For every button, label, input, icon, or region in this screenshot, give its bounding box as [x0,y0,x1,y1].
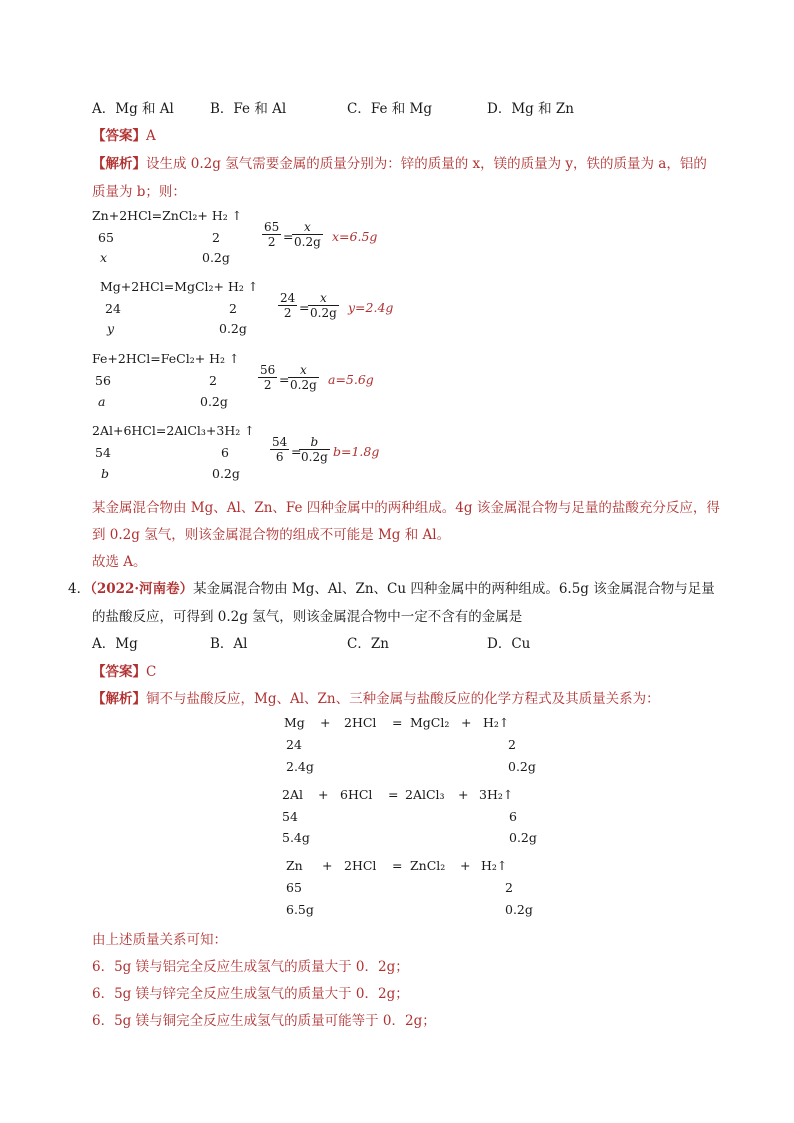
q3-answer [92,124,156,144]
fe-ratio-right-den: 0.2g [290,378,317,392]
q4-zn-p2: H₂↑ [481,858,508,873]
q4-zn-v1: 6.5g [286,902,314,917]
zn-ratio-left-num: 65 [264,220,280,234]
mg-ratio-right-den: 0.2g [310,306,337,320]
fe-equation: Fe+2HCl=FeCl₂+ H₂ ↑ [92,351,240,366]
q3-analysis-line2: 质量为 b；则： [92,184,186,200]
q3-choose: 故选 A。 [92,554,147,570]
q4-mg-v2: 0.2g [508,759,536,774]
q4-al-v2: 0.2g [509,830,537,845]
q4-option-b: B．Al [210,636,248,652]
fe-ratio-left [258,363,277,392]
zn-ratio-right-num: x [303,220,311,234]
al-var-h2: 0.2g [212,466,240,481]
zn-mass-h2: 2 [212,230,220,245]
q4-zn-plus2: + [460,858,471,873]
q4-zn-p1: ZnCl₂ [410,858,446,873]
q4-mg-p2: H₂↑ [483,715,510,730]
q4-zn-r2: 2HCl [344,858,377,873]
al-ratio-right-num: b [310,435,319,449]
q4-option-c: C．Zn [347,636,389,652]
al-ratio-left-num: 54 [272,435,288,449]
q4-al-plus2: + [458,787,469,802]
mg-mass-metal: 24 [105,301,121,316]
fe-var-metal: a [98,394,106,409]
al-ratio-left-den: 6 [270,449,289,464]
mg-eq-sign: = [299,300,310,315]
q3-option-c: C．Fe 和 Mg [347,101,432,117]
q4-tail-intro: 由上述质量关系可知： [92,932,227,948]
q4-analysis-label: 【解析】 [92,691,146,707]
fe-eq-sign: = [279,372,290,387]
fe-mass-h2: 2 [209,373,217,388]
fe-ratio-right [288,363,319,392]
q4-tail-line3: 6．5g 镁与铜完全反应生成氢气的质量可能等于 0．2g； [92,1013,436,1029]
q4-stem-line1 [68,577,715,597]
zn-ratio-right [292,220,323,249]
q4-answer [92,660,156,680]
q4-zn-m1: 65 [286,880,302,895]
q4-number: 4． [68,581,91,597]
q4-tail-line2: 6．5g 镁与锌完全反应生成氢气的质量大于 0．2g； [92,986,409,1002]
q4-al-r1: 2Al [282,787,303,802]
q4-analysis [92,687,660,707]
al-mass-h2: 6 [221,445,229,460]
zn-eq-sign: = [283,229,294,244]
q4-option-d: D．Cu [487,636,531,652]
q4-al-eq: = [388,787,399,802]
q4-al-plus1: + [318,787,329,802]
answer-label: 【答案】 [92,128,146,144]
al-ratio-left [270,435,289,464]
q4-al-m1: 54 [282,809,298,824]
q4-answer-label: 【答案】 [92,664,146,680]
q4-mg-plus2: + [461,715,472,730]
q4-mg-p1: MgCl₂ [410,715,450,730]
q4-mg-r2: 2HCl [344,715,377,730]
q4-analysis-text: 铜不与盐酸反应，Mg、Al、Zn、三种金属与盐酸反应的化学方程式及其质量关系为： [146,691,660,707]
fe-var-h2: 0.2g [200,394,228,409]
q4-option-a: A．Mg [92,636,138,652]
q4-mg-eq: = [392,715,403,730]
mg-mass-h2: 2 [229,301,237,316]
q4-zn-v2: 0.2g [505,902,533,917]
q4-mg-r1: Mg [284,715,305,730]
zn-ratio-left-den: 2 [262,234,281,249]
q4-al-p2: 3H₂↑ [479,787,514,802]
zn-equation: Zn+2HCl=ZnCl₂+ H₂ ↑ [92,208,243,223]
fe-ratio-left-num: 56 [260,363,276,377]
mg-ratio-left [278,291,297,320]
q4-zn-m2: 2 [505,880,513,895]
q4-zn-eq: = [392,858,403,873]
q4-mg-m1: 24 [286,737,302,752]
zn-var-h2: 0.2g [202,250,230,265]
mg-ratio-left-den: 2 [278,305,297,320]
q3-analysis-line1 [92,152,707,172]
q4-answer-value: C [146,664,157,680]
al-mass-metal: 54 [95,445,111,460]
q4-al-p1: 2AlCl₃ [405,787,445,802]
al-var-metal: b [101,466,110,481]
q3-conclusion-line2: 到 0.2g 氢气，则该金属混合物的组成不可能是 Mg 和 Al。 [92,527,451,543]
q3-conclusion-line1: 某金属混合物由 Mg、Al、Zn、Fe 四种金属中的两种组成。4g 该金属混合物与足量的盐酸充分反应，得 [92,500,720,516]
q4-mg-v1: 2.4g [286,759,314,774]
fe-ratio-left-den: 2 [258,377,277,392]
al-result: b=1.8g [333,444,380,459]
mg-var-metal: y [107,321,115,336]
q4-al-v1: 5.4g [282,830,310,845]
al-equation: 2Al+6HCl=2AlCl₃+3H₂ ↑ [92,423,255,438]
q4-al-m2: 6 [509,809,517,824]
mg-ratio-right-num: x [319,291,327,305]
analysis-text: 设生成 0.2g 氢气需要金属的质量分别为：锌的质量的 x，镁的质量为 y，铁的质量为 a，铝的 [146,156,707,172]
zn-var-metal: x [100,250,108,265]
analysis-label: 【解析】 [92,156,146,172]
zn-ratio-right-den: 0.2g [294,235,321,249]
q4-source: （2022·河南卷） [90,581,194,597]
zn-result: x=6.5g [332,229,378,244]
mg-equation: Mg+2HCl=MgCl₂+ H₂ ↑ [100,279,259,294]
fe-mass-metal: 56 [95,373,111,388]
al-ratio-right-den: 0.2g [301,450,328,464]
fe-result: a=5.6g [328,372,374,387]
mg-ratio-right [308,291,339,320]
q3-option-a: A．Mg 和 Al [92,101,174,117]
fe-ratio-right-num: x [299,363,307,377]
answer-value: A [146,128,156,144]
al-eq-sign: = [291,444,302,459]
q4-stem-text1: 某金属混合物由 Mg、Al、Zn、Cu 四种金属中的两种组成。6.5g 该金属混合物与足量 [193,581,715,597]
q4-al-r2: 6HCl [340,787,373,802]
mg-ratio-left-num: 24 [280,291,296,305]
q4-tail-line1: 6．5g 镁与铝完全反应生成氢气的质量大于 0．2g； [92,959,409,975]
q4-zn-r1: Zn [286,858,303,873]
q3-option-b: B．Fe 和 Al [210,101,287,117]
al-ratio-right [299,435,330,464]
zn-mass-metal: 65 [98,230,114,245]
mg-result: y=2.4g [348,300,394,315]
zn-ratio-left [262,220,281,249]
q4-mg-plus1: + [320,715,331,730]
q4-stem-line2: 的盐酸反应，可得到 0.2g 氢气，则该金属混合物中一定不含有的金属是 [92,609,523,625]
q3-option-d: D．Mg 和 Zn [487,101,574,117]
q4-mg-m2: 2 [508,737,516,752]
mg-var-h2: 0.2g [219,321,247,336]
q4-zn-plus1: + [322,858,333,873]
